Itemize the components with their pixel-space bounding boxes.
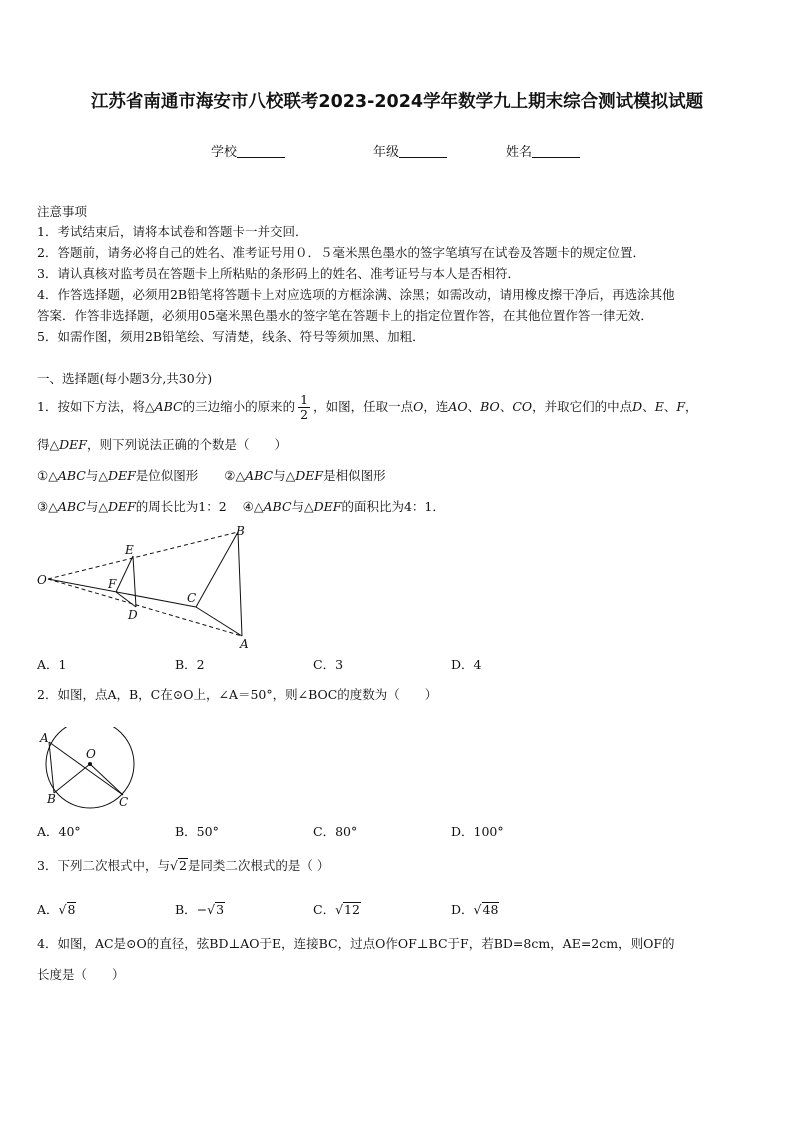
school-label: 学校 bbox=[211, 145, 238, 160]
name-label: 姓名 bbox=[506, 145, 533, 160]
school-blank bbox=[237, 144, 285, 158]
fraction-one-half: $\frac{1}{2}$ bbox=[300, 392, 309, 422]
label-d: D bbox=[128, 608, 138, 622]
grade-blank bbox=[399, 144, 447, 158]
label-c: C bbox=[119, 795, 129, 809]
q2-option-c: C．80° bbox=[313, 824, 358, 839]
q2-option-a: A．40° bbox=[37, 824, 81, 839]
label-e: E bbox=[125, 543, 134, 557]
line-oc bbox=[90, 764, 123, 795]
school-field bbox=[211, 141, 285, 160]
q4-line2: 长度是（ ） bbox=[37, 967, 125, 982]
dashed-line-ob bbox=[48, 532, 238, 579]
notice-item: 1．考试结束后，请将本试卷和答题卡一并交回． bbox=[37, 224, 308, 239]
q1-option-c: C．3 bbox=[313, 657, 344, 672]
label-f: F bbox=[108, 577, 117, 591]
label-c: C bbox=[187, 591, 197, 605]
notice-item: 5．如需作图，须用2B铅笔绘、写清楚，线条、符号等须加黑、加粗． bbox=[37, 329, 425, 344]
sqrt-expression: √2 bbox=[169, 858, 187, 873]
label-o: O bbox=[86, 747, 96, 761]
center-point bbox=[88, 762, 92, 766]
notice-item: 答案．作答非选择题，必须用05毫米黑色墨水的签字笔在答题卡上的指定位置作答，在其他位置作答一律无效． bbox=[37, 308, 653, 323]
q2-text: 2．如图，点A，B，C在⊙O上，∠A＝50°，则∠BOC的度数为（ ） bbox=[37, 687, 438, 702]
q1-option-b: B．2 bbox=[175, 657, 205, 672]
q3-option-d: D．√48 bbox=[451, 902, 499, 917]
q2-figure bbox=[35, 727, 145, 813]
line-ba bbox=[238, 532, 242, 636]
q1-figure bbox=[30, 522, 260, 652]
name-field bbox=[506, 141, 580, 160]
q1-line1: 1．按如下方法，将△ABC的三边缩小的原来的 $\frac{1}{2}$ ，如图，任取一点O，连AO、BO、CO，并取它们的中点D、E、F， bbox=[37, 392, 698, 422]
name-blank bbox=[532, 144, 580, 158]
notice-heading: 注意事项 bbox=[37, 204, 88, 219]
q3-option-a: A．√8 bbox=[37, 902, 76, 917]
q3-text: 3．下列二次根式中，与√2是同类二次根式的是（ ） bbox=[37, 858, 330, 873]
label-o: O bbox=[37, 573, 47, 587]
notice-item: 4．作答选择题，必须用2B铅笔将答题卡上对应选项的方框涂满、涂黑；如需改动，请用橡皮擦干净后，再选涂其他 bbox=[37, 287, 675, 302]
q1-line2: 得△DEF，则下列说法正确的个数是（ ） bbox=[37, 437, 287, 452]
q3-option-c: C．√12 bbox=[313, 902, 360, 917]
notice-item: 3．请认真核对监考员在答题卡上所粘贴的条形码上的姓名、准考证号与本人是否相符． bbox=[37, 266, 520, 281]
line-ob bbox=[54, 764, 90, 793]
q3-option-b: B．−√3 bbox=[175, 902, 225, 917]
grade-field bbox=[373, 141, 447, 160]
grade-label: 年级 bbox=[373, 145, 400, 160]
q2-option-d: D．100° bbox=[451, 824, 504, 839]
q1-statements-3-4: ③△ABC与△DEF的周长比为1：2 ④△ABC与△DEF的面积比为4：1． bbox=[37, 499, 445, 514]
line-oc bbox=[48, 579, 196, 607]
label-b: B bbox=[47, 792, 56, 806]
line-ed bbox=[133, 556, 136, 607]
page-title: 江苏省南通市海安市八校联考2023-2024学年数学九上期末综合测试模拟试题 bbox=[90, 92, 704, 112]
notice-item: 2．答题前，请务必将自己的姓名、准考证号用０．５毫米黑色墨水的签字笔填写在试卷及答题卡的规定位置． bbox=[37, 245, 645, 260]
q1-statements-1-2: ①△ABC与△DEF是位似图形 ②△ABC与△DEF是相似图形 bbox=[37, 468, 386, 483]
q2-option-b: B．50° bbox=[175, 824, 219, 839]
section-heading: 一、选择题(每小题3分,共30分) bbox=[37, 371, 213, 386]
label-a: A bbox=[240, 637, 249, 651]
q4-line1: 4．如图，AC是⊙O的直径，弦BD⊥AO于E，连接BC，过点O作OF⊥BC于F，若BD=8cm，AE=2cm，则OF的 bbox=[37, 936, 675, 951]
label-a: A bbox=[40, 731, 49, 745]
dashed-line-oa bbox=[48, 579, 242, 636]
q1-option-a: A．1 bbox=[37, 657, 67, 672]
line-ca bbox=[196, 607, 242, 636]
q1-option-d: D．4 bbox=[451, 657, 482, 672]
line-bc bbox=[196, 532, 238, 607]
label-b: B bbox=[236, 524, 245, 538]
